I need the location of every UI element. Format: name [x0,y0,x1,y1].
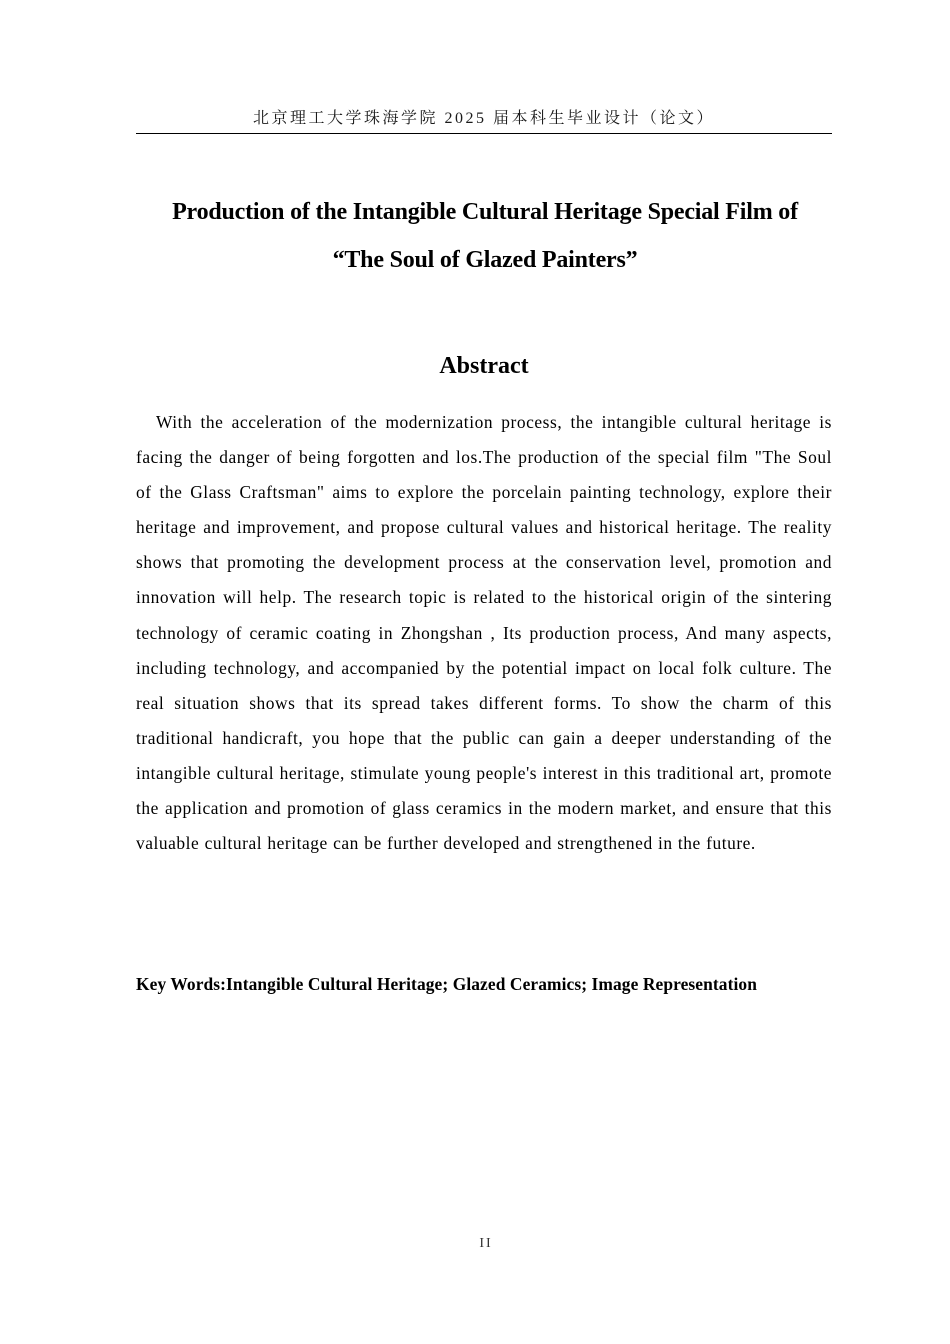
abstract-heading: Abstract [439,353,529,379]
page-number: II [479,1236,493,1251]
paper-title [100,188,870,284]
running-header: 北京理工大学珠海学院 2025 届本科生毕业设计（论文） [136,106,832,134]
title-line-1: Production of the Intangible Cultural Heritage Special Film of [172,199,798,225]
abstract-body: With the acceleration of the modernization process, the intangible cultural heritage is facing the danger of being forgotten and los.The production of the special film "The Soul of the Glass Craftsman" aims to explore the porcelain painting technology, explore their heritage and improvement, and propose cultural values and historical heritage. The reality shows that promoting the development process at the conservation level, promotion and innovation will help. The research topic is related to the historical origin of the sintering technology of ceramic coating in Zhongshan , Its production process, And many aspects, including technology, and accompanied by the potential impact on local folk culture. The real situation shows that its spread takes different forms. To show the charm of this traditional handicraft, you hope that the public can gain a deeper understanding of the intangible cultural heritage, stimulate young people's interest in this traditional art, promote the application and promotion of glass ceramics in the modern market, and ensure that this valuable cultural heritage can be further developed and strengthened in the future. [136,412,832,854]
title-line-2: “The Soul of Glazed Painters” [332,247,638,273]
keywords-line: Key Words:Intangible Cultural Heritage; Glazed Ceramics; Image Representation [136,974,757,994]
